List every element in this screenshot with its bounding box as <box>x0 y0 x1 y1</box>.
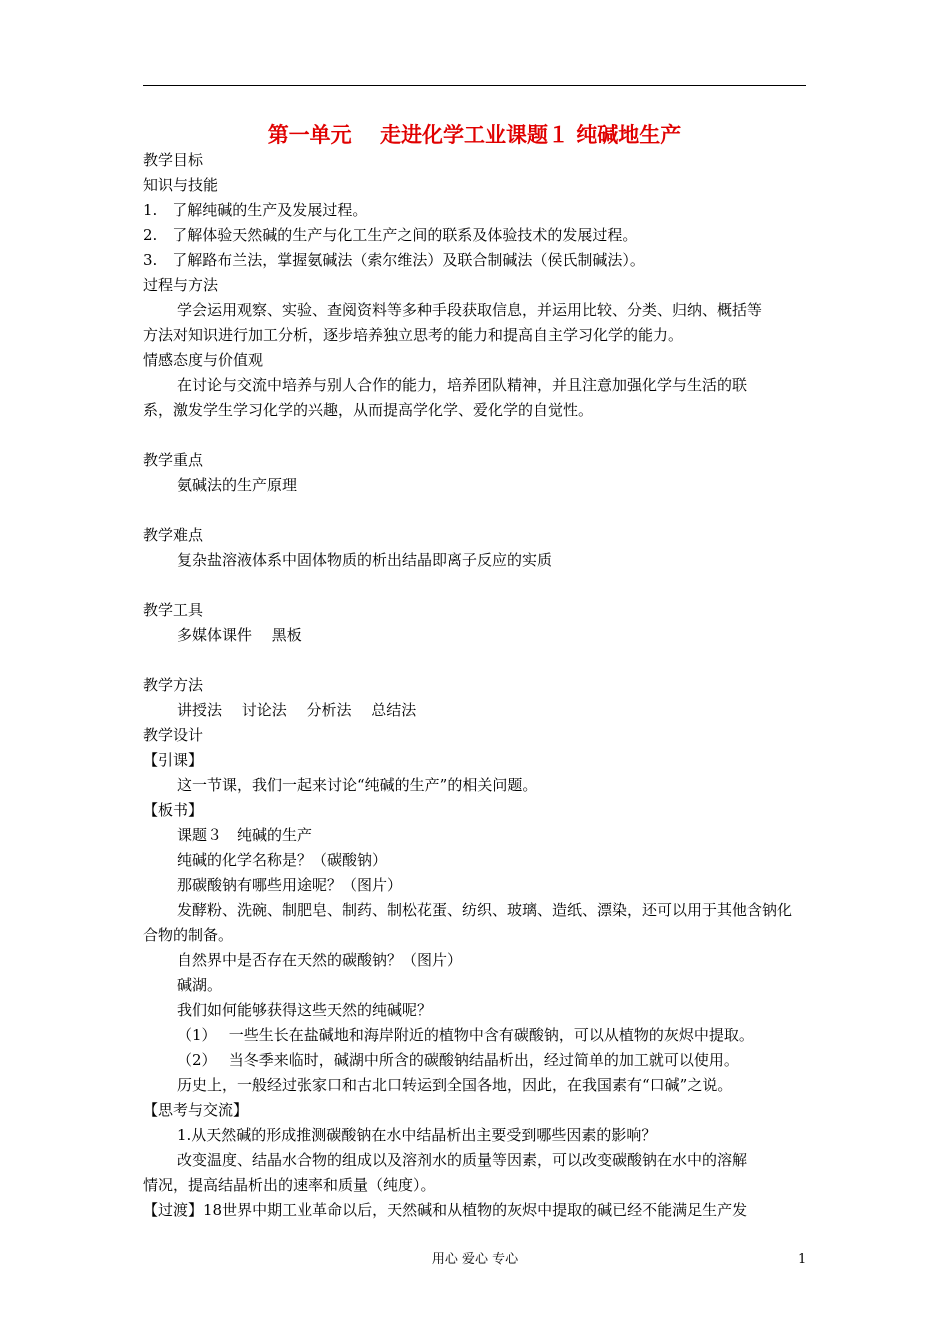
header-rule <box>143 85 806 86</box>
paragraph-line: 课题３ 纯碱的生产 <box>177 826 313 844</box>
section-heading: 教学目标 <box>143 151 204 169</box>
list-item: 2. 了解体验天然碱的生产与化工生产之间的联系及体验技术的发展过程。 <box>143 226 638 244</box>
paragraph-line: 自然界中是否存在天然的碳酸钠？（图片） <box>177 951 463 969</box>
document-title: 第一单元 走进化学工业课题１ 纯碱地生产 <box>267 122 682 147</box>
list-item: 3. 了解路布兰法，掌握氨碱法（索尔维法）及联合制碱法（侯氏制碱法）。 <box>143 251 645 269</box>
paragraph-line: 1.从天然碱的形成推测碳酸钠在水中结晶析出主要受到哪些因素的影响？ <box>177 1126 657 1144</box>
paragraph-line: 氨碱法的生产原理 <box>177 476 298 494</box>
subsection-heading: 过程与方法 <box>143 276 219 294</box>
paragraph-line: 纯碱的化学名称是？（碳酸钠） <box>177 851 388 869</box>
paragraph-line: 合物的制备。 <box>143 926 234 944</box>
section-heading: 教学重点 <box>143 451 204 469</box>
paragraph-line: 发酵粉、洗碗、制肥皂、制药、制松花蛋、纺织、玻璃、造纸、漂染，还可以用于其他含钠化 <box>177 901 793 919</box>
paragraph-line: 【过渡】18世界中期工业革命以后，天然碱和从植物的灰烬中提取的碱已经不能满足生产发 <box>143 1201 748 1219</box>
paragraph-line: 这一节课，我们一起来讨论“纯碱的生产”的相关问题。 <box>177 776 538 794</box>
footer-text: 用心 爱心 专心 <box>431 1252 519 1267</box>
bracket-label: 【引课】 <box>143 751 204 769</box>
list-item: （2） 当冬季来临时，碱湖中所含的碳酸钠结晶析出，经过简单的加工就可以使用。 <box>177 1051 739 1069</box>
paragraph-line: 讲授法 讨论法 分析法 总结法 <box>177 701 417 719</box>
bracket-label: 【思考与交流】 <box>143 1101 249 1119</box>
bracket-label: 【板书】 <box>143 801 204 819</box>
paragraph-line: 多媒体课件 黑板 <box>177 626 302 644</box>
subsection-heading: 情感态度与价值观 <box>143 351 264 369</box>
section-heading: 教学方法 <box>143 676 204 694</box>
paragraph-line: 那碳酸钠有哪些用途呢？（图片） <box>177 876 403 894</box>
paragraph-line: 在讨论与交流中培养与别人合作的能力，培养团队精神，并且注意加强化学与生活的联 <box>177 376 748 394</box>
list-item: （1） 一些生长在盐碱地和海岸附近的植物中含有碳酸钠，可以从植物的灰烬中提取。 <box>177 1026 754 1044</box>
paragraph-line: 历史上，一般经过张家口和古北口转运到全国各地，因此，在我国素有“口碱”之说。 <box>177 1076 733 1094</box>
subsection-heading: 知识与技能 <box>143 176 219 194</box>
paragraph-line: 碱湖。 <box>177 976 223 994</box>
document-body <box>143 148 815 1223</box>
paragraph-line: 复杂盐溶液体系中固体物质的析出结晶即离子反应的实质 <box>177 551 553 569</box>
paragraph-line: 改变温度、结晶水合物的组成以及溶剂水的质量等因素，可以改变碳酸钠在水中的溶解 <box>177 1151 748 1169</box>
section-heading: 教学设计 <box>143 726 204 744</box>
paragraph-line: 系，激发学生学习化学的兴趣，从而提高学化学、爱化学的自觉性。 <box>143 401 594 419</box>
paragraph-line: 我们如何能够获得这些天然的纯碱呢？ <box>177 1001 433 1019</box>
page-number: 1 <box>798 1252 807 1267</box>
paragraph-line: 情况，提高结晶析出的速率和质量（纯度）。 <box>143 1176 436 1194</box>
paragraph-line: 方法对知识进行加工分析，逐步培养独立思考的能力和提高自主学习化学的能力。 <box>143 326 684 344</box>
section-heading: 教学工具 <box>143 601 204 619</box>
paragraph-line: 学会运用观察、实验、查阅资料等多种手段获取信息，并运用比较、分类、归纳、概括等 <box>177 301 763 319</box>
list-item: 1. 了解纯碱的生产及发展过程。 <box>143 201 368 219</box>
section-heading: 教学难点 <box>143 526 204 544</box>
